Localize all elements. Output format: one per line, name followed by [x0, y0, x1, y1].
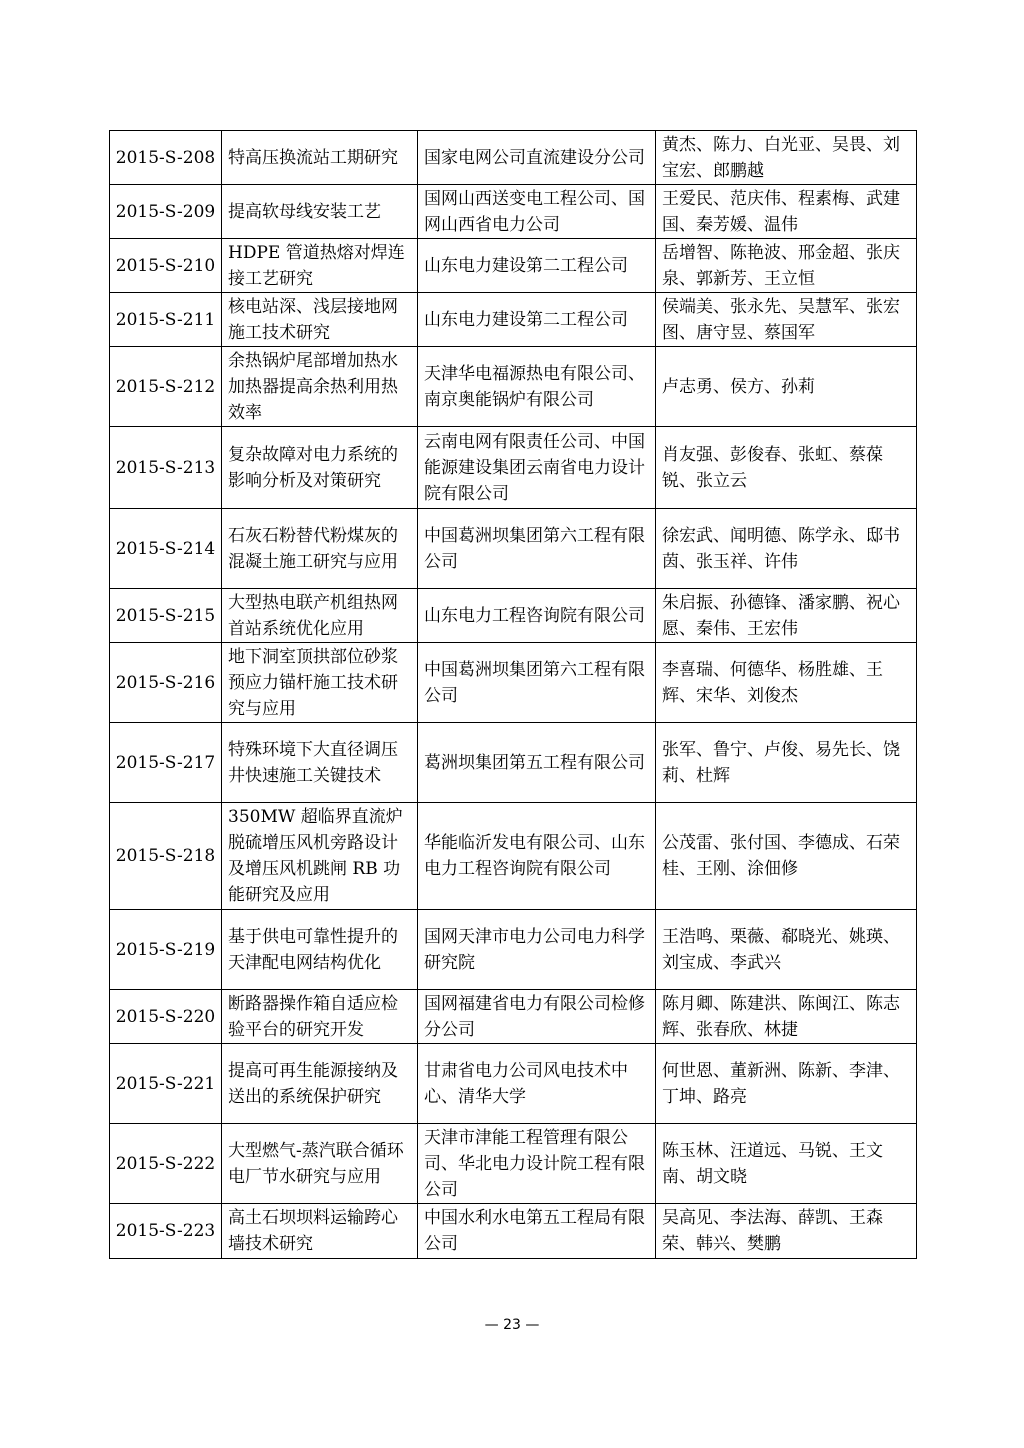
contributors-cell: 陈月卿、陈建洪、陈闽江、陈志辉、张春欣、林捷 [656, 990, 917, 1044]
organization-cell: 中国葛洲坝集团第六工程有限公司 [418, 643, 656, 723]
contributors-cell: 张军、鲁宁、卢俊、易先长、饶莉、杜辉 [656, 723, 917, 803]
project-code-cell: 2015-S-218 [110, 803, 222, 910]
project-title-cell: 核电站深、浅层接地网施工技术研究 [222, 293, 418, 347]
project-code-cell: 2015-S-222 [110, 1124, 222, 1204]
table-row [110, 1044, 917, 1124]
organization-cell: 山东电力建设第二工程公司 [418, 293, 656, 347]
project-title-cell: 余热锅炉尾部增加热水加热器提高余热利用热效率 [222, 347, 418, 427]
project-code-cell: 2015-S-212 [110, 347, 222, 427]
table-row [110, 1124, 917, 1204]
table-row [110, 1204, 917, 1259]
project-title-cell: 提高可再生能源接纳及送出的系统保护研究 [222, 1044, 418, 1124]
contributors-cell: 何世恩、董新洲、陈新、李津、丁坤、路亮 [656, 1044, 917, 1124]
project-code-cell: 2015-S-208 [110, 131, 222, 185]
project-code-cell: 2015-S-219 [110, 910, 222, 990]
awards-table [109, 130, 917, 1259]
contributors-cell: 徐宏武、闻明德、陈学永、邸书茵、张玉祥、许伟 [656, 509, 917, 589]
project-code-cell: 2015-S-217 [110, 723, 222, 803]
organization-cell: 国网天津市电力公司电力科学研究院 [418, 910, 656, 990]
organization-cell: 甘肃省电力公司风电技术中心、清华大学 [418, 1044, 656, 1124]
organization-cell: 国网山西送变电工程公司、国网山西省电力公司 [418, 185, 656, 239]
table-body [110, 131, 917, 1259]
organization-cell: 天津市津能工程管理有限公司、华北电力设计院工程有限公司 [418, 1124, 656, 1204]
project-code-cell: 2015-S-220 [110, 990, 222, 1044]
table-row [110, 509, 917, 589]
table-row [110, 293, 917, 347]
table-row [110, 589, 917, 643]
project-title-cell: 断路器操作箱自适应检验平台的研究开发 [222, 990, 418, 1044]
table-row [110, 131, 917, 185]
organization-cell: 国网福建省电力有限公司检修分公司 [418, 990, 656, 1044]
table-row [110, 643, 917, 723]
project-code-cell: 2015-S-213 [110, 427, 222, 509]
project-code-cell: 2015-S-221 [110, 1044, 222, 1124]
organization-cell: 山东电力工程咨询院有限公司 [418, 589, 656, 643]
table-row [110, 803, 917, 910]
project-title-cell: 提高软母线安装工艺 [222, 185, 418, 239]
organization-cell: 华能临沂发电有限公司、山东电力工程咨询院有限公司 [418, 803, 656, 910]
table-row [110, 723, 917, 803]
contributors-cell: 卢志勇、侯方、孙莉 [656, 347, 917, 427]
contributors-cell: 吴高见、李法海、薛凯、王森荣、韩兴、樊鹏 [656, 1204, 917, 1259]
table-row [110, 990, 917, 1044]
table-row [110, 239, 917, 293]
contributors-cell: 王爱民、范庆伟、程素梅、武建国、秦芳媛、温伟 [656, 185, 917, 239]
organization-cell: 云南电网有限责任公司、中国能源建设集团云南省电力设计院有限公司 [418, 427, 656, 509]
contributors-cell: 岳增智、陈艳波、邢金超、张庆泉、郭新芳、王立恒 [656, 239, 917, 293]
project-code-cell: 2015-S-215 [110, 589, 222, 643]
contributors-cell: 黄杰、陈力、白光亚、吴畏、刘宝宏、郎鹏越 [656, 131, 917, 185]
organization-cell: 中国葛洲坝集团第六工程有限公司 [418, 509, 656, 589]
project-code-cell: 2015-S-223 [110, 1204, 222, 1259]
organization-cell: 山东电力建设第二工程公司 [418, 239, 656, 293]
contributors-cell: 李喜瑞、何德华、杨胜雄、王辉、宋华、刘俊杰 [656, 643, 917, 723]
project-title-cell: 基于供电可靠性提升的天津配电网结构优化 [222, 910, 418, 990]
organization-cell: 天津华电福源热电有限公司、南京奥能锅炉有限公司 [418, 347, 656, 427]
project-title-cell: 地下洞室顶拱部位砂浆预应力锚杆施工技术研究与应用 [222, 643, 418, 723]
project-title-cell: 350MW 超临界直流炉脱硫增压风机旁路设计及增压风机跳闸 RB 功能研究及应用 [222, 803, 418, 910]
project-title-cell: 石灰石粉替代粉煤灰的混凝土施工研究与应用 [222, 509, 418, 589]
project-title-cell: 特高压换流站工期研究 [222, 131, 418, 185]
project-title-cell: 特殊环境下大直径调压井快速施工关键技术 [222, 723, 418, 803]
project-code-cell: 2015-S-216 [110, 643, 222, 723]
organization-cell: 葛洲坝集团第五工程有限公司 [418, 723, 656, 803]
project-code-cell: 2015-S-209 [110, 185, 222, 239]
organization-cell: 国家电网公司直流建设分公司 [418, 131, 656, 185]
contributors-cell: 王浩鸣、栗薇、郗晓光、姚瑛、刘宝成、李武兴 [656, 910, 917, 990]
table-row [110, 347, 917, 427]
project-title-cell: 复杂故障对电力系统的影响分析及对策研究 [222, 427, 418, 509]
project-code-cell: 2015-S-214 [110, 509, 222, 589]
project-title-cell: HDPE 管道热熔对焊连接工艺研究 [222, 239, 418, 293]
project-title-cell: 大型燃气-蒸汽联合循环电厂节水研究与应用 [222, 1124, 418, 1204]
project-code-cell: 2015-S-211 [110, 293, 222, 347]
contributors-cell: 陈玉林、汪道远、马锐、王文南、胡文晓 [656, 1124, 917, 1204]
page-number: — 23 — [484, 1317, 540, 1333]
table-row [110, 427, 917, 509]
project-title-cell: 大型热电联产机组热网首站系统优化应用 [222, 589, 418, 643]
contributors-cell: 朱启振、孙德锋、潘家鹏、祝心愿、秦伟、王宏伟 [656, 589, 917, 643]
project-code-cell: 2015-S-210 [110, 239, 222, 293]
contributors-cell: 公茂雷、张付国、李德成、石荣桂、王刚、涂佃修 [656, 803, 917, 910]
contributors-cell: 肖友强、彭俊春、张虹、蔡葆锐、张立云 [656, 427, 917, 509]
project-title-cell: 高土石坝坝料运输跨心墙技术研究 [222, 1204, 418, 1259]
contributors-cell: 侯端美、张永先、吴慧军、张宏图、唐守昱、蔡国军 [656, 293, 917, 347]
table-row [110, 185, 917, 239]
table-row [110, 910, 917, 990]
organization-cell: 中国水利水电第五工程局有限公司 [418, 1204, 656, 1259]
